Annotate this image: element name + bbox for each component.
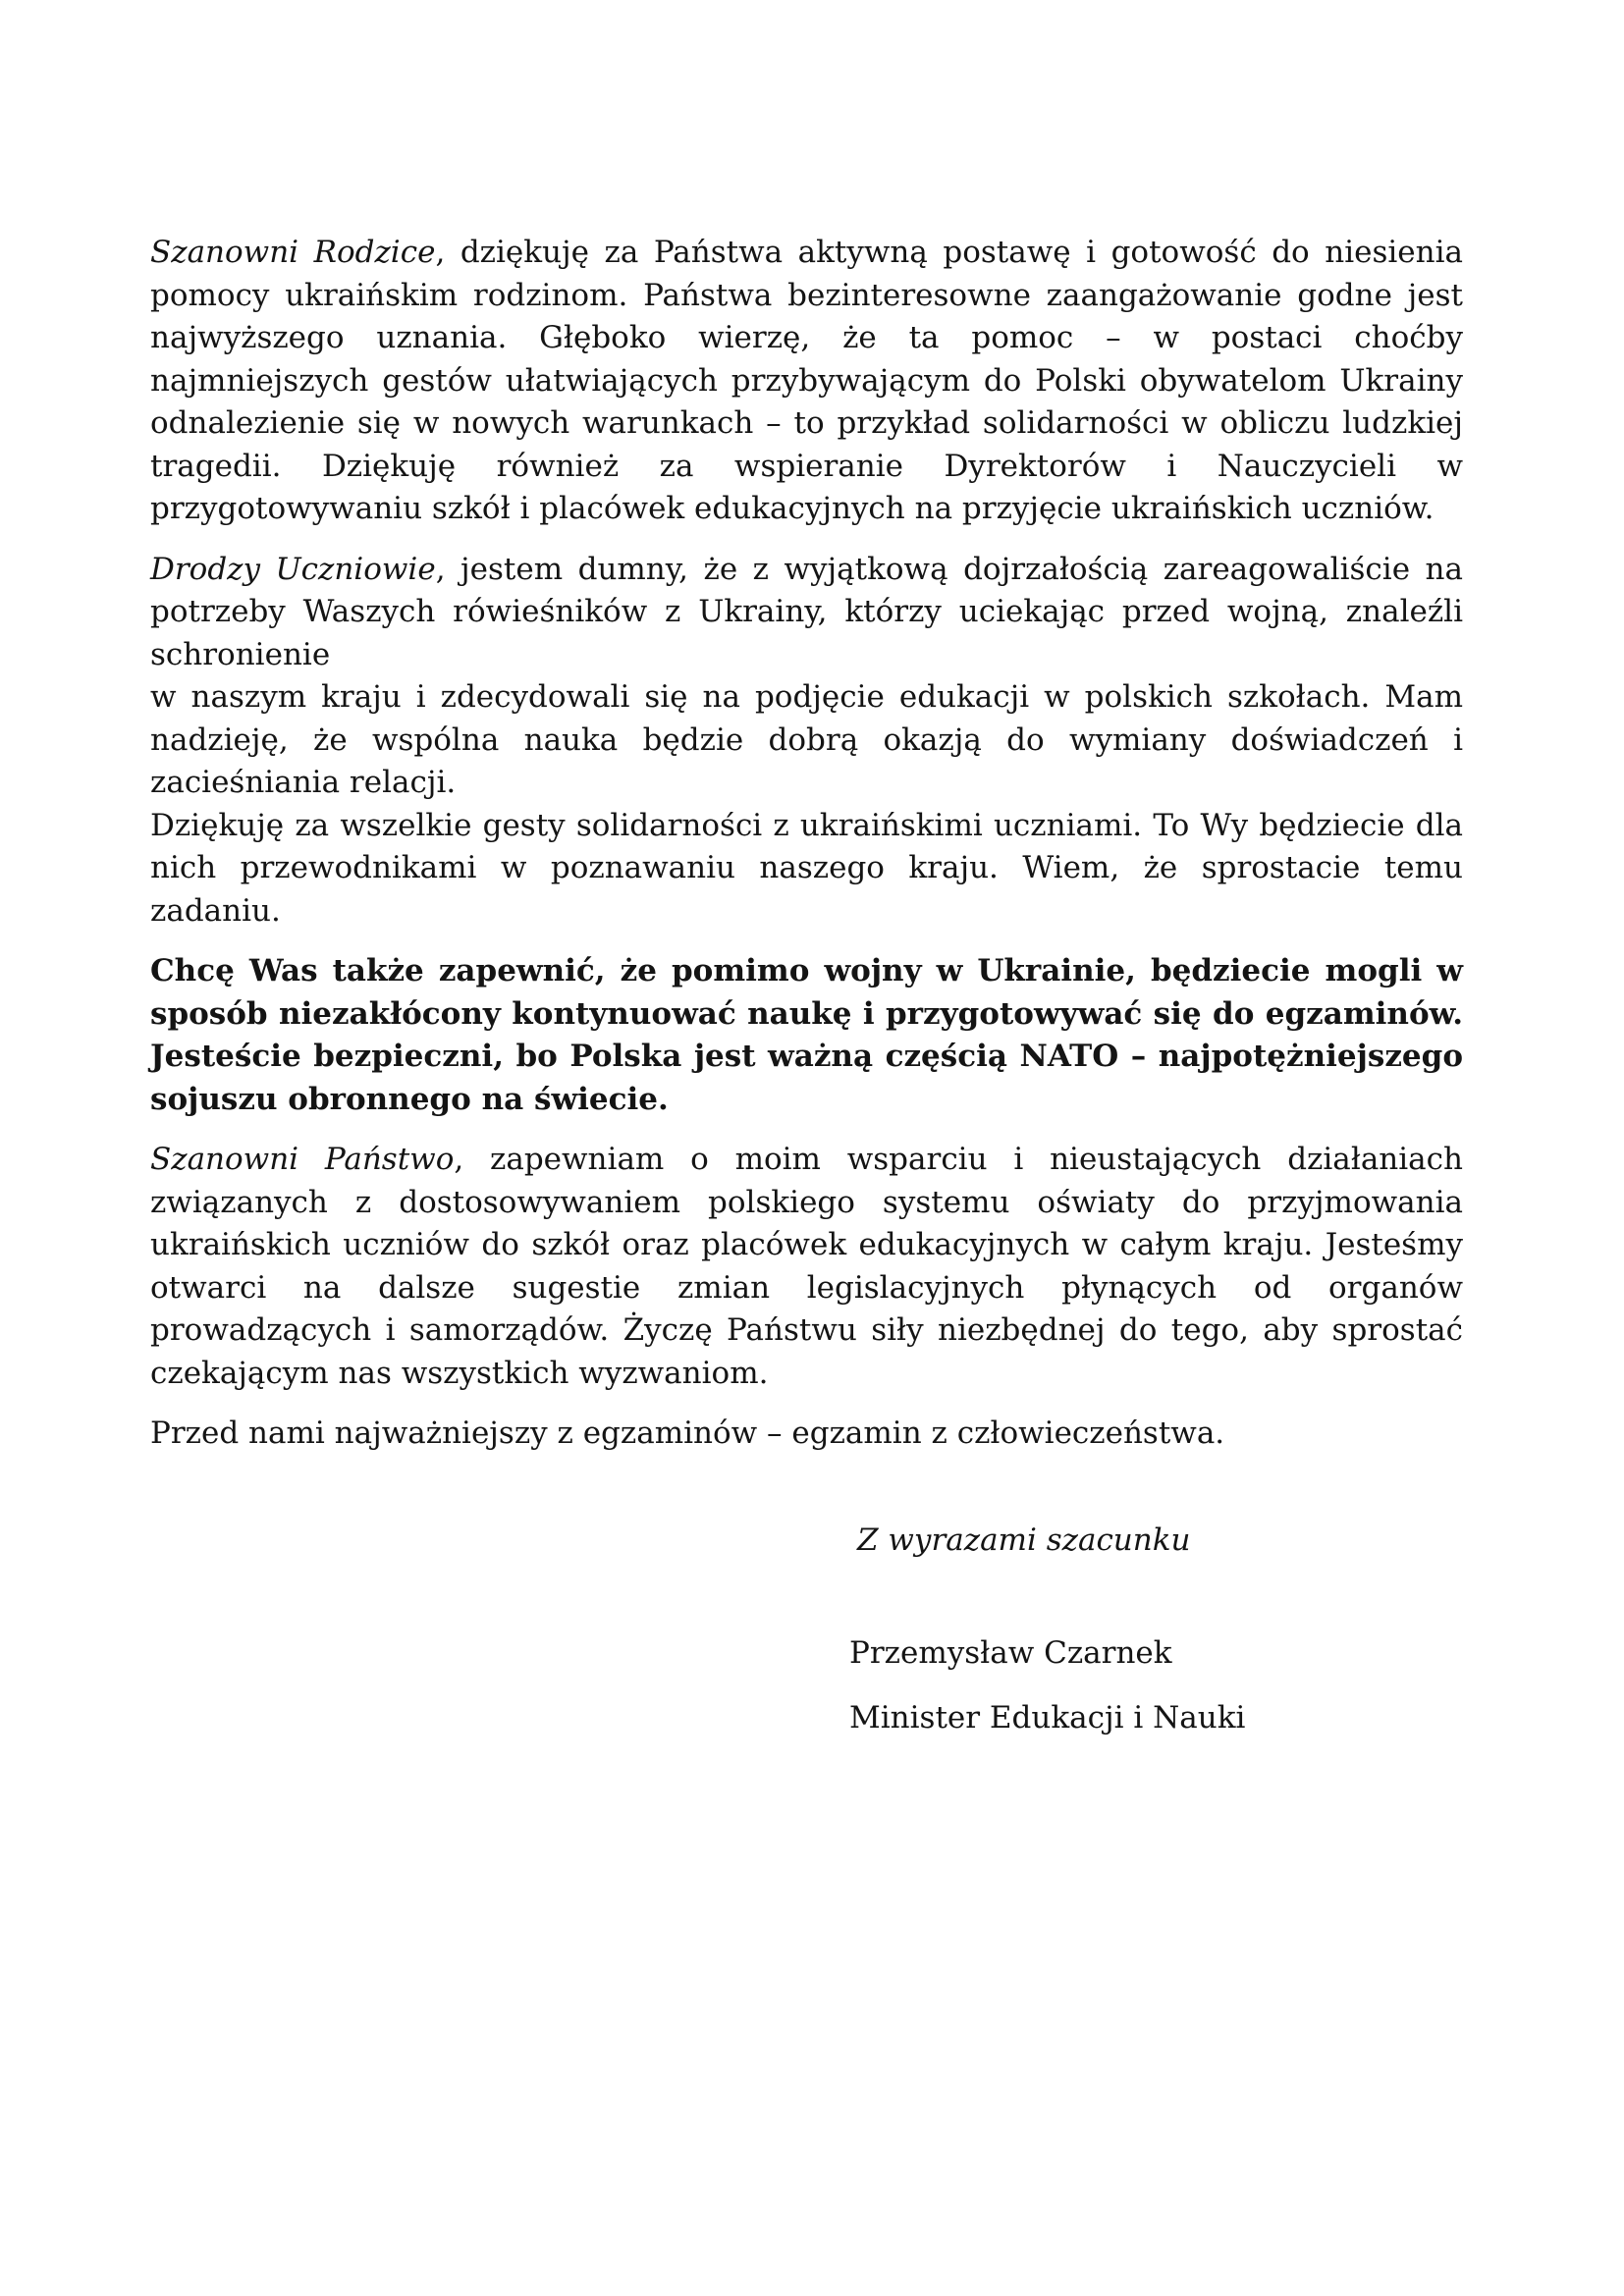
paragraph-students-text-2: w naszym kraju i zdecydowali się na podjęcie edukacji w polskich szkołach. Mam nadzieję, że wspólna nauka będzie dobrą okazją do wymiany doświadczeń i zacieśniania relacji. [150,679,1463,800]
signature-name: Przemysław Czarnek [849,1635,1172,1671]
paragraph-assurance-text: Chcę Was także zapewnić, że pomimo wojny w Ukrainie, będziecie mogli w sposób niezakłócony kontynuować naukę i przygotowywać się do egzaminów. Jesteście bezpieczni, bo Polska jest ważną częścią NATO – najpotężniejszego sojuszu obronnego na świecie. [150,953,1463,1117]
paragraph-parents-text: , dziękuję za Państwa aktywną postawę i gotowość do niesienia pomocy ukraińskim rodzinom. Państwa bezinteresowne zaangażowanie godne jest najwyższego uznania. Głęboko wierzę, że ta pomoc – w postaci choćby najmniejszych gestów ułatwiających przybywającym do Polski obywatelom Ukrainy odnalezienie się w nowych warunkach – to przykład solidarności w obliczu ludzkiej tragedii. Dziękuję również za wspieranie Dyrektorów i Nauczycieli w przygotowywaniu szkół i placówek edukacyjnych na przyjęcie ukraińskich uczniów. [150,235,1463,526]
valediction: Z wyrazami szacunku [857,1522,1191,1558]
paragraph-officials-text: , zapewniam o moim wsparciu i nieustających działaniach związanych z dostosowywaniem polskiego systemu oświaty do przyjmowania ukraińskich uczniów do szkół oraz placówek edukacyjnych w całym kraju. Jesteśmy otwarci na dalsze sugestie zmian legislacyjnych płynących od organów prowadzących i samorządów. Życzę Państwu siły niezbędnej do tego, aby sprostać czekającym nas wszystkich wyzwaniom. [150,1142,1463,1391]
paragraph-parents [150,232,1463,531]
paragraph-students-text-3: Dziękuję za wszelkie gesty solidarności z ukraińskimi uczniami. To Wy będziecie dla nich przewodnikami w poznawaniu naszego kraju. Wiem, że sprostacie temu zadaniu. [150,807,1463,929]
salutation-students: Drodzy Uczniowie [150,551,436,587]
salutation-parents: Szanowni Rodzice [150,235,436,270]
signature-title: Minister Edukacji i Nauki [849,1699,1246,1735]
paragraph-assurance-bold [150,950,1463,1121]
letter-body [150,232,1463,1739]
paragraph-officials [150,1139,1463,1395]
paragraph-students-text-1: , jestem dumny, że z wyjątkową dojrzałością zareagowaliście na potrzeby Waszych rówieśników z Ukrainy, którzy uciekając przed wojną, znaleźli schronienie [150,551,1463,672]
closing-line: Przed nami najważniejszy z egzaminów – egzamin z człowieczeństwa. [150,1415,1225,1451]
salutation-officials: Szanowni Państwo [150,1142,455,1177]
paragraph-students [150,549,1463,934]
signature-block [849,1520,1463,1740]
